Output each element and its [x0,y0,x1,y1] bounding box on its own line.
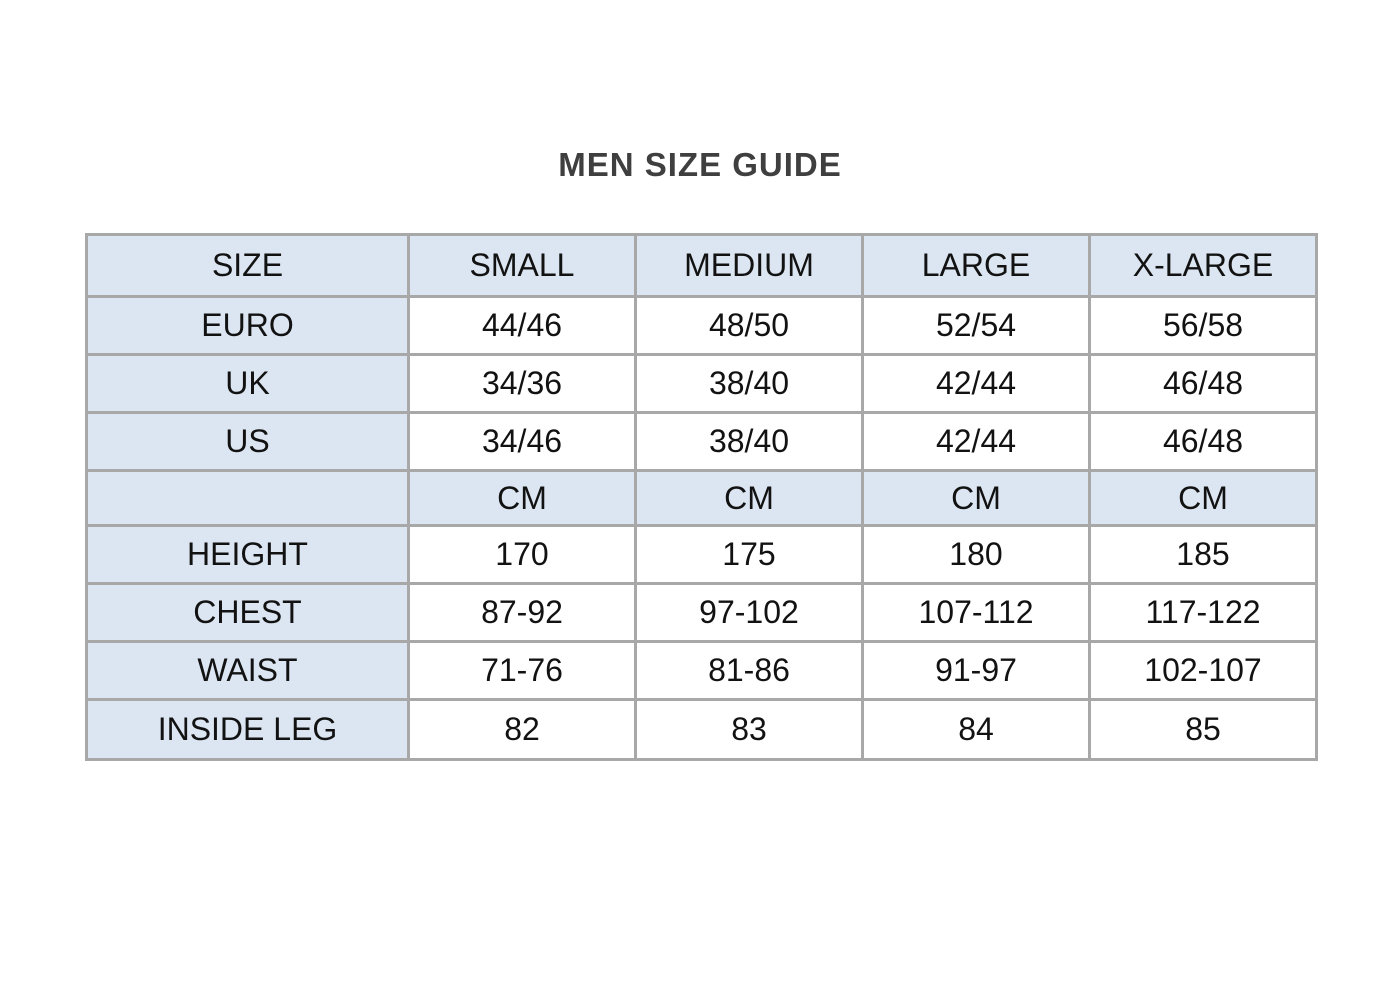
value-cell: 81-86 [636,642,863,700]
value-cell: 71-76 [409,642,636,700]
value-cell: 42/44 [863,413,1090,471]
value-cell: 102-107 [1090,642,1317,700]
value-cell: 52/54 [863,297,1090,355]
row-label-inside-leg: INSIDE LEG [87,700,409,760]
row-label-uk: UK [87,355,409,413]
value-cell: 38/40 [636,355,863,413]
size-guide-table [85,233,1318,761]
value-cell: 38/40 [636,413,863,471]
unit-cell-cm: CM [409,471,636,526]
value-cell: 83 [636,700,863,760]
table-row-waist [87,642,1317,700]
value-cell: 97-102 [636,584,863,642]
unit-cell-cm: CM [636,471,863,526]
row-label-us: US [87,413,409,471]
table-row-cm-units [87,471,1317,526]
table-row-us [87,413,1317,471]
value-cell: 85 [1090,700,1317,760]
header-cell-size: SIZE [87,235,409,297]
value-cell: 44/46 [409,297,636,355]
row-label-chest: CHEST [87,584,409,642]
table-header-row [87,235,1317,297]
page-title: MEN SIZE GUIDE [558,146,842,183]
table-row-height [87,526,1317,584]
unit-cell-cm: CM [863,471,1090,526]
value-cell: 34/36 [409,355,636,413]
header-cell-large: LARGE [863,235,1090,297]
row-label-euro: EURO [87,297,409,355]
value-cell: 46/48 [1090,355,1317,413]
row-label-waist: WAIST [87,642,409,700]
table-row-inside-leg [87,700,1317,760]
value-cell: 56/58 [1090,297,1317,355]
value-cell: 170 [409,526,636,584]
table-row-chest [87,584,1317,642]
value-cell: 91-97 [863,642,1090,700]
value-cell: 175 [636,526,863,584]
unit-cell-cm: CM [1090,471,1317,526]
row-label-height: HEIGHT [87,526,409,584]
value-cell: 87-92 [409,584,636,642]
header-cell-x-large: X-LARGE [1090,235,1317,297]
value-cell: 185 [1090,526,1317,584]
row-label-blank [87,471,409,526]
table-row-uk [87,355,1317,413]
value-cell: 34/46 [409,413,636,471]
header-cell-small: SMALL [409,235,636,297]
value-cell: 42/44 [863,355,1090,413]
value-cell: 180 [863,526,1090,584]
value-cell: 84 [863,700,1090,760]
table-row-euro [87,297,1317,355]
value-cell: 46/48 [1090,413,1317,471]
header-cell-medium: MEDIUM [636,235,863,297]
value-cell: 107-112 [863,584,1090,642]
value-cell: 48/50 [636,297,863,355]
value-cell: 117-122 [1090,584,1317,642]
value-cell: 82 [409,700,636,760]
